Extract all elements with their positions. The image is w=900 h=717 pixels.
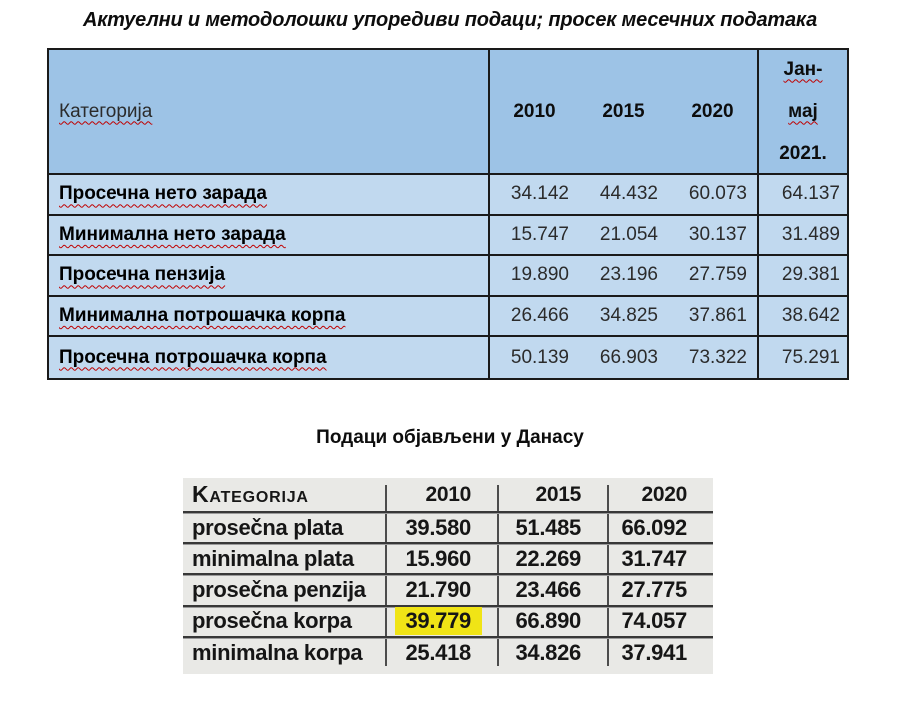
comparison-table bbox=[47, 48, 849, 380]
table-row-label bbox=[49, 337, 490, 378]
cell-value: 34.825 bbox=[579, 297, 668, 338]
danas-value: 66.890 bbox=[515, 608, 581, 634]
cell-value: 64.137 bbox=[757, 175, 847, 216]
danas-cell-value bbox=[497, 638, 607, 669]
danas-value: 23.466 bbox=[515, 576, 581, 602]
table-row-label bbox=[49, 297, 490, 338]
cell-value: 75.291 bbox=[757, 337, 847, 378]
danas-column-header-2010: 2010 bbox=[385, 478, 497, 513]
cell-value: 19.890 bbox=[490, 256, 579, 297]
cell-value: 50.139 bbox=[490, 337, 579, 378]
column-header-category-label: Категорија bbox=[59, 100, 153, 122]
column-header-jan-maj-2021 bbox=[757, 50, 847, 175]
cell-value: 21.054 bbox=[579, 216, 668, 257]
row-label-text: Просечна пензија bbox=[59, 264, 226, 286]
danas-cell-value bbox=[497, 513, 607, 544]
cell-value: 73.322 bbox=[668, 337, 757, 378]
danas-column-header-2020: 2020 bbox=[607, 478, 713, 513]
danas-table bbox=[183, 478, 713, 669]
cell-value: 34.142 bbox=[490, 175, 579, 216]
danas-row-label: prosečna penzija bbox=[183, 575, 385, 606]
danas-row-label: minimalna plata bbox=[183, 544, 385, 575]
danas-cell-value bbox=[607, 607, 713, 638]
row-label-text: Просечна потрошачка корпа bbox=[59, 346, 327, 368]
danas-row-label: minimalna korpa bbox=[192, 640, 363, 666]
danas-newspaper-clipping bbox=[183, 478, 713, 674]
cell-value: 27.759 bbox=[668, 256, 757, 297]
danas-cell-value bbox=[497, 575, 607, 606]
danas-value: 27.775 bbox=[621, 576, 687, 602]
danas-cell-value bbox=[607, 544, 713, 575]
danas-value: 15.960 bbox=[405, 545, 471, 571]
cell-value: 66.903 bbox=[579, 337, 668, 378]
danas-value: 25.418 bbox=[405, 640, 471, 666]
cell-value: 15.747 bbox=[490, 216, 579, 257]
danas-value: 66.092 bbox=[621, 514, 687, 540]
danas-section-title: Подаци објављени у Данасу bbox=[316, 427, 584, 448]
danas-cell-value bbox=[607, 575, 713, 606]
table-row-label bbox=[49, 216, 490, 257]
row-label-text: Минимална нето зарада bbox=[59, 223, 286, 245]
cell-value: 37.861 bbox=[668, 297, 757, 338]
danas-cell-value bbox=[385, 575, 497, 606]
danas-value: 51.485 bbox=[515, 514, 581, 540]
cell-value: 44.432 bbox=[579, 175, 668, 216]
column-header-category bbox=[49, 50, 490, 175]
danas-value highlighted-value: 39.779 bbox=[395, 607, 483, 635]
column-header-2015: 2015 bbox=[579, 50, 668, 175]
danas-column-header-category: Kategorija bbox=[183, 478, 385, 513]
danas-cell-value bbox=[497, 544, 607, 575]
danas-cell-value bbox=[385, 638, 497, 669]
danas-value: 21.790 bbox=[405, 576, 471, 602]
cell-value: 29.381 bbox=[757, 256, 847, 297]
danas-cell-value bbox=[497, 607, 607, 638]
danas-value: 39.580 bbox=[405, 514, 471, 540]
danas-row-label: prosečna plata bbox=[183, 513, 385, 544]
cell-value: 31.489 bbox=[757, 216, 847, 257]
year-2021-line: 2021. bbox=[779, 142, 827, 164]
column-header-2010: 2010 bbox=[490, 50, 579, 175]
danas-value: 31.747 bbox=[621, 545, 687, 571]
danas-row-label: prosečna korpa bbox=[183, 607, 385, 638]
danas-column-header-2015: 2015 bbox=[497, 478, 607, 513]
danas-value: 22.269 bbox=[515, 545, 581, 571]
danas-value: 34.826 bbox=[515, 640, 581, 666]
table-row-label bbox=[49, 256, 490, 297]
cell-value: 30.137 bbox=[668, 216, 757, 257]
cell-value: 23.196 bbox=[579, 256, 668, 297]
danas-cell-value bbox=[385, 513, 497, 544]
row-label-text: Минимална потрошачка корпа bbox=[59, 305, 346, 327]
jan-line: Јан- bbox=[783, 58, 823, 80]
row-label-text: Просечна нето зарада bbox=[59, 183, 267, 205]
cell-value: 38.642 bbox=[757, 297, 847, 338]
danas-cell-value bbox=[607, 513, 713, 544]
page-title: Актуелни и методолошки упоредиви подаци; просек месечних података bbox=[82, 9, 818, 31]
maj-line: мај bbox=[788, 100, 818, 122]
danas-cell-value bbox=[385, 607, 497, 638]
danas-cell-value bbox=[607, 638, 713, 669]
table-row-label bbox=[49, 175, 490, 216]
danas-cell-value bbox=[385, 544, 497, 575]
cell-value: 26.466 bbox=[490, 297, 579, 338]
column-header-2020: 2020 bbox=[668, 50, 757, 175]
danas-value: 74.057 bbox=[621, 608, 687, 634]
danas-value: 37.941 bbox=[621, 640, 687, 666]
cell-value: 60.073 bbox=[668, 175, 757, 216]
